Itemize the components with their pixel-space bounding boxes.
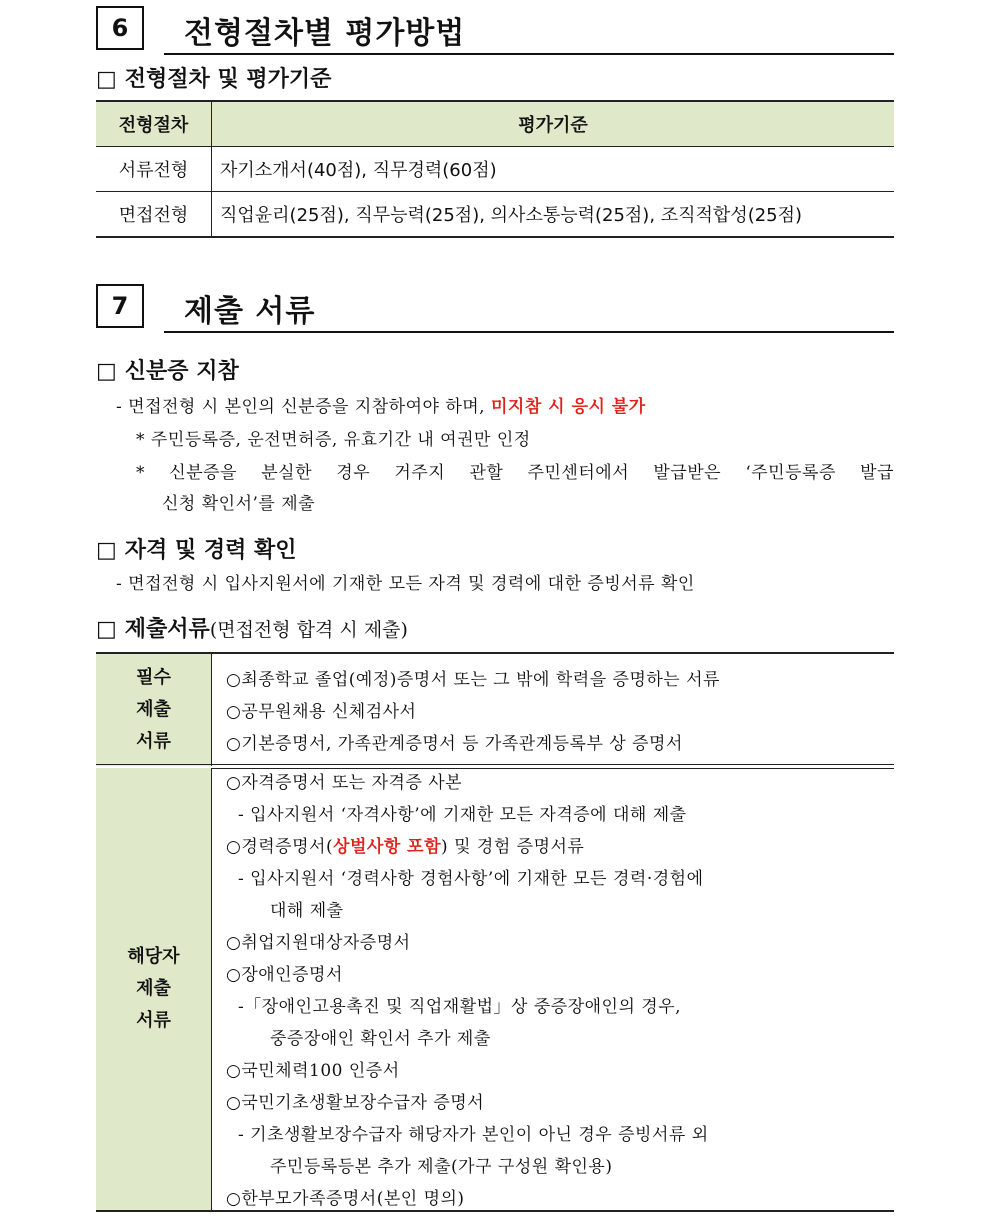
procedure-cell: 면접전형 bbox=[96, 192, 212, 238]
warning-text: 미지참 시 응시 불가 bbox=[491, 397, 646, 417]
subheading-text: 자격 및 경력 확인 bbox=[124, 538, 297, 563]
qualification-line: - 면접전형 시 입사지원서에 기재한 모든 자격 및 경력에 대한 증빙서류 확인 bbox=[116, 574, 695, 594]
list-item: - 기초생활보장수급자 해당자가 본인이 아닌 경우 증빙서류 외 bbox=[238, 1125, 709, 1145]
list-item: ○취업지원대상자증명서 bbox=[226, 933, 411, 953]
list-item: - 입사지원서 ‘자격사항’에 기재한 모든 자격증에 대해 제출 bbox=[238, 805, 687, 825]
section-number: 6 bbox=[96, 6, 144, 50]
section-7-header bbox=[96, 284, 894, 336]
table-row bbox=[96, 147, 894, 192]
subheading-text: 신분증 지참 bbox=[124, 359, 239, 384]
criteria-cell: 자기소개서(40점), 직무경력(60점) bbox=[212, 147, 895, 192]
list-item: ○한부모가족증명서(본인 명의) bbox=[226, 1189, 465, 1209]
list-item: -「장애인고용촉진 및 직업재활법」상 중증장애인의 경우, bbox=[238, 997, 682, 1017]
subheading-id bbox=[96, 354, 239, 385]
required-label: 필수 제출 서류 bbox=[96, 654, 212, 766]
list-item: ○기본증명서, 가족관계증명서 등 가족관계등록부 상 증명서 bbox=[226, 734, 683, 754]
conditional-documents-block bbox=[96, 768, 894, 1212]
list-item: 대해 제출 bbox=[270, 901, 344, 921]
criteria-cell: 직업윤리(25점), 직무능력(25점), 의사소통능력(25점), 조직적합성(25점) bbox=[212, 192, 895, 238]
list-item: - 입사지원서 ‘경력사항 경험사항’에 기재한 모든 경력·경험에 bbox=[238, 869, 704, 889]
checkbox-square-icon: □ bbox=[96, 67, 117, 92]
header-procedure: 전형절차 bbox=[96, 101, 212, 147]
highlight-text: 상벌사항 포함 bbox=[333, 837, 442, 857]
subheading-text: 제출서류 bbox=[124, 617, 210, 642]
subheading-text: 전형절차 및 평가기준 bbox=[124, 67, 332, 92]
subheading-documents bbox=[96, 612, 408, 643]
table-row bbox=[96, 192, 894, 238]
required-documents-block bbox=[96, 652, 894, 766]
list-item: ○국민기초생활보장수급자 증명서 bbox=[226, 1093, 485, 1113]
list-item: ○공무원채용 신체검사서 bbox=[226, 702, 417, 722]
list-item: ○국민체력100 인증서 bbox=[226, 1061, 400, 1081]
section-title: 전형절차별 평가방법 bbox=[184, 16, 466, 51]
checkbox-square-icon: □ bbox=[96, 538, 117, 563]
section-divider bbox=[164, 331, 894, 333]
id-note-line: * 신분증을 분실한 경우 거주지 관할 주민센터에서 발급받은 ‘주민등록증 발급 bbox=[136, 463, 894, 483]
id-note-line: 신청 확인서’를 제출 bbox=[162, 494, 316, 514]
section-6-header bbox=[96, 6, 894, 58]
list-item: ○최종학교 졸업(예정)증명서 또는 그 밖에 학력을 증명하는 서류 bbox=[226, 670, 720, 690]
id-note-line: * 주민등록증, 운전면허증, 유효기간 내 여권만 인정 bbox=[136, 430, 531, 450]
section-title: 제출 서류 bbox=[184, 294, 316, 329]
subheading-note: (면접전형 합격 시 제출) bbox=[209, 619, 408, 641]
table-header-row bbox=[96, 101, 894, 147]
checkbox-square-icon: □ bbox=[96, 617, 117, 642]
list-item: 주민등록등본 추가 제출(가구 구성원 확인용) bbox=[270, 1157, 613, 1177]
id-requirement-line: - 면접전형 시 본인의 신분증을 지참하여야 하며, 미지참 시 응시 불가 bbox=[116, 397, 646, 417]
list-item: ○자격증명서 또는 자격증 사본 bbox=[226, 773, 463, 793]
header-criteria: 평가기준 bbox=[212, 101, 895, 147]
evaluation-table bbox=[96, 100, 894, 238]
list-item: ○경력증명서(상벌사항 포함) 및 경험 증명서류 bbox=[226, 837, 585, 857]
subheading-criteria bbox=[96, 62, 331, 93]
checkbox-square-icon: □ bbox=[96, 359, 117, 384]
subheading-qualification bbox=[96, 533, 297, 564]
list-item: 중증장애인 확인서 추가 제출 bbox=[270, 1029, 491, 1049]
procedure-cell: 서류전형 bbox=[96, 147, 212, 192]
list-item: ○장애인증명서 bbox=[226, 965, 343, 985]
section-number: 7 bbox=[96, 284, 144, 328]
conditional-label: 해당자 제출 서류 bbox=[96, 768, 212, 1210]
section-divider bbox=[164, 53, 894, 55]
